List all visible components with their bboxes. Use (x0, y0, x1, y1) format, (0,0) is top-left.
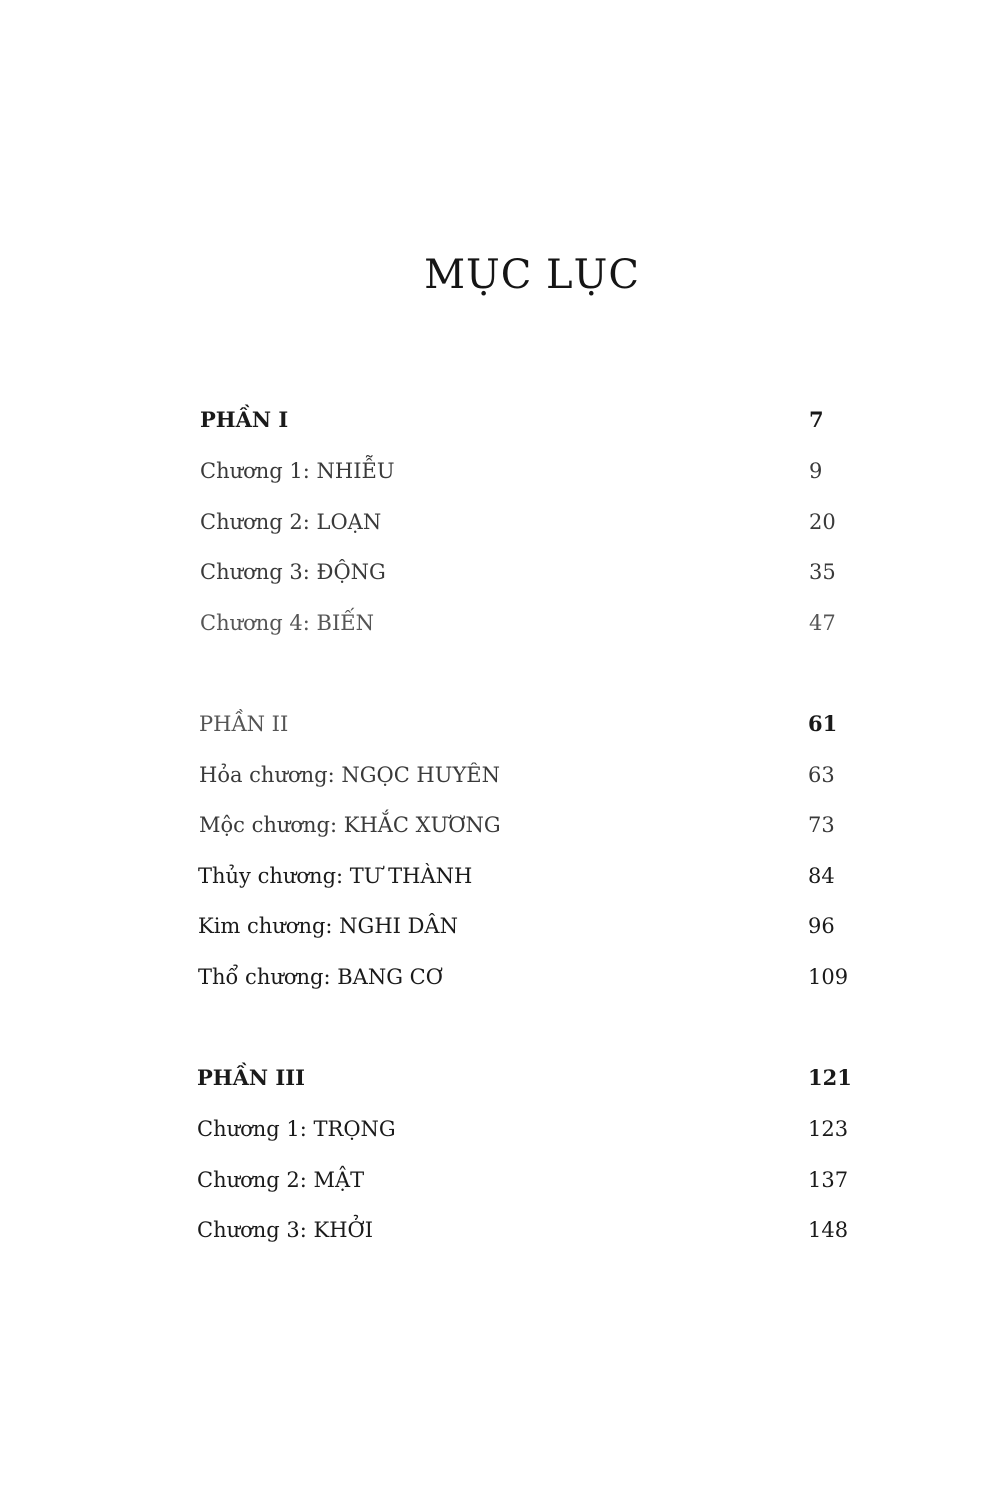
toc-page-number: 73 (808, 813, 835, 837)
toc-part-3[interactable] (0, 1060, 1000, 1096)
toc-entry[interactable] (0, 504, 1000, 540)
toc-part-2[interactable] (0, 706, 1000, 742)
toc-page-number: 137 (808, 1168, 849, 1192)
toc-page-number: 148 (808, 1218, 849, 1242)
page-title: MỤC LỤC (424, 252, 640, 298)
toc-entry[interactable] (0, 807, 1000, 843)
toc-entry[interactable] (0, 908, 1000, 944)
toc-page-number: 96 (808, 914, 835, 938)
toc-entry-label: Thổ chương: BANG CƠ (198, 965, 443, 989)
toc-part-1[interactable] (0, 402, 1000, 438)
toc-entry[interactable] (0, 959, 1000, 995)
toc-page-number: 61 (808, 711, 838, 736)
toc-entry[interactable] (0, 757, 1000, 793)
toc-page-number: 7 (809, 407, 824, 432)
toc-entry-label: Chương 4: BIẾN (200, 611, 374, 635)
toc-entry[interactable] (0, 1212, 1000, 1248)
toc-entry-label: Chương 2: MẬT (197, 1168, 365, 1192)
toc-entry-label: Chương 1: NHIỄU (200, 459, 395, 483)
toc-entry-label: Chương 1: TRỌNG (197, 1117, 396, 1141)
toc-page-number: 20 (809, 510, 836, 534)
toc-part-label: PHẦN III (197, 1065, 305, 1090)
toc-entry[interactable] (0, 1162, 1000, 1198)
toc-page-number: 63 (808, 763, 835, 787)
toc-page-number: 109 (808, 965, 849, 989)
toc-entry-label: Mộc chương: KHẮC XƯƠNG (199, 813, 501, 837)
toc-part-label: PHẦN II (199, 712, 289, 736)
toc-entry[interactable] (0, 858, 1000, 894)
toc-entry-label: Chương 3: KHỞI (197, 1218, 374, 1242)
toc-entry-label: Thủy chương: TƯ THÀNH (198, 864, 473, 888)
toc-entry-label: Chương 2: LOẠN (200, 510, 382, 534)
toc-entry-label: Chương 3: ĐỘNG (200, 560, 386, 584)
toc-part-label: PHẦN I (200, 407, 289, 432)
toc-page-number: 84 (808, 864, 835, 888)
toc-entry[interactable] (0, 1111, 1000, 1147)
toc-entry[interactable] (0, 605, 1000, 641)
toc-page-number: 123 (808, 1117, 849, 1141)
toc-page-number: 9 (809, 459, 823, 483)
toc-page-number: 47 (809, 611, 836, 635)
toc-entry-label: Kim chương: NGHI DÂN (198, 914, 458, 938)
toc-page-number: 35 (809, 560, 836, 584)
toc-entry[interactable] (0, 554, 1000, 590)
toc-entry[interactable] (0, 453, 1000, 489)
toc-page-number: 121 (808, 1065, 852, 1090)
toc-entry-label: Hỏa chương: NGỌC HUYÊN (199, 763, 501, 787)
